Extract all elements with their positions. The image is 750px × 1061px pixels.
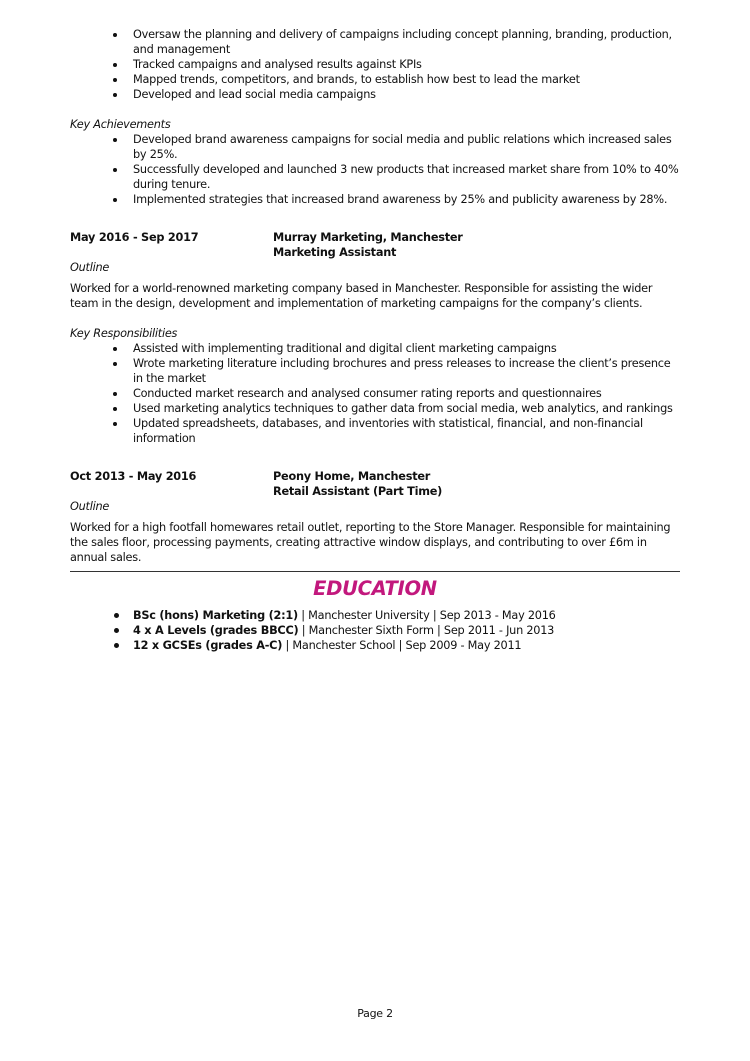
- list-item: Assisted with implementing traditional and digital client marketing campaigns: [70, 341, 680, 356]
- page-number: Page 2: [357, 1007, 393, 1020]
- job-title: Marketing Assistant: [273, 246, 397, 259]
- list-item: Successfully developed and launched 3 new products that increased market share from 10% to 40% during tenure.: [70, 162, 680, 192]
- qualification: 4 x A Levels (grades BBCC): [133, 624, 299, 637]
- outline-heading: Outline: [70, 261, 110, 274]
- responsibilities-list: [70, 341, 680, 446]
- list-item: Developed and lead social media campaigns: [70, 87, 680, 102]
- qualification: 12 x GCSEs (grades A-C): [133, 639, 283, 652]
- job-header-murray: [70, 230, 680, 260]
- list-item: [70, 638, 680, 653]
- job-dates: Oct 2013 - May 2016: [70, 470, 197, 483]
- job-title: Retail Assistant (Part Time): [273, 485, 443, 498]
- education-heading: EDUCATION: [313, 577, 437, 600]
- qualification: BSc (hons) Marketing (2:1): [133, 609, 298, 622]
- job-outline: Worked for a high footfall homewares retail outlet, reporting to the Store Manager. Responsible for maintaining the sales floor, processing payments, creating attractive window displays, and contributing to over £6m in annual sales.: [70, 521, 671, 564]
- qualification-details: | Manchester University | Sep 2013 - May 2016: [297, 609, 556, 622]
- list-item: Conducted market research and analysed consumer rating reports and questionnaires: [70, 386, 680, 401]
- list-item: [70, 623, 680, 638]
- list-item: Developed brand awareness campaigns for social media and public relations which increased sales by 25%.: [70, 132, 680, 162]
- list-item: Oversaw the planning and delivery of campaigns including concept planning, branding, production, and management: [70, 27, 680, 57]
- resume-page: [70, 27, 680, 653]
- job-outline: Worked for a world-renowned marketing company based in Manchester. Responsible for assisting the wider team in the design, development and implementation of marketing campaigns for the company’s clients.: [70, 282, 653, 310]
- key-achievements-heading: Key Achievements: [70, 118, 171, 131]
- job-company: Peony Home, Manchester: [273, 470, 431, 483]
- list-item: [70, 608, 680, 623]
- key-responsibilities-heading: Key Responsibilities: [70, 327, 178, 340]
- prior-role-achievements: [70, 132, 680, 207]
- list-item: Implemented strategies that increased brand awareness by 25% and publicity awareness by 28%.: [70, 192, 680, 207]
- section-divider: [70, 571, 680, 572]
- qualification-details: | Manchester Sixth Form | Sep 2011 - Jun 2013: [298, 624, 555, 637]
- list-item: Updated spreadsheets, databases, and inventories with statistical, financial, and non-financial information: [70, 416, 680, 446]
- list-item: Used marketing analytics techniques to gather data from social media, web analytics, and rankings: [70, 401, 680, 416]
- prior-role-bullets: [70, 27, 680, 102]
- education-list: [70, 608, 680, 653]
- job-dates: May 2016 - Sep 2017: [70, 231, 199, 244]
- list-item: Mapped trends, competitors, and brands, to establish how best to lead the market: [70, 72, 680, 87]
- list-item: Tracked campaigns and analysed results against KPIs: [70, 57, 680, 72]
- outline-heading: Outline: [70, 500, 110, 513]
- job-company: Murray Marketing, Manchester: [273, 231, 463, 244]
- qualification-details: | Manchester School | Sep 2009 - May 2011: [282, 639, 522, 652]
- list-item: Wrote marketing literature including brochures and press releases to increase the client’s presence in the market: [70, 356, 680, 386]
- job-header-peony: [70, 469, 680, 499]
